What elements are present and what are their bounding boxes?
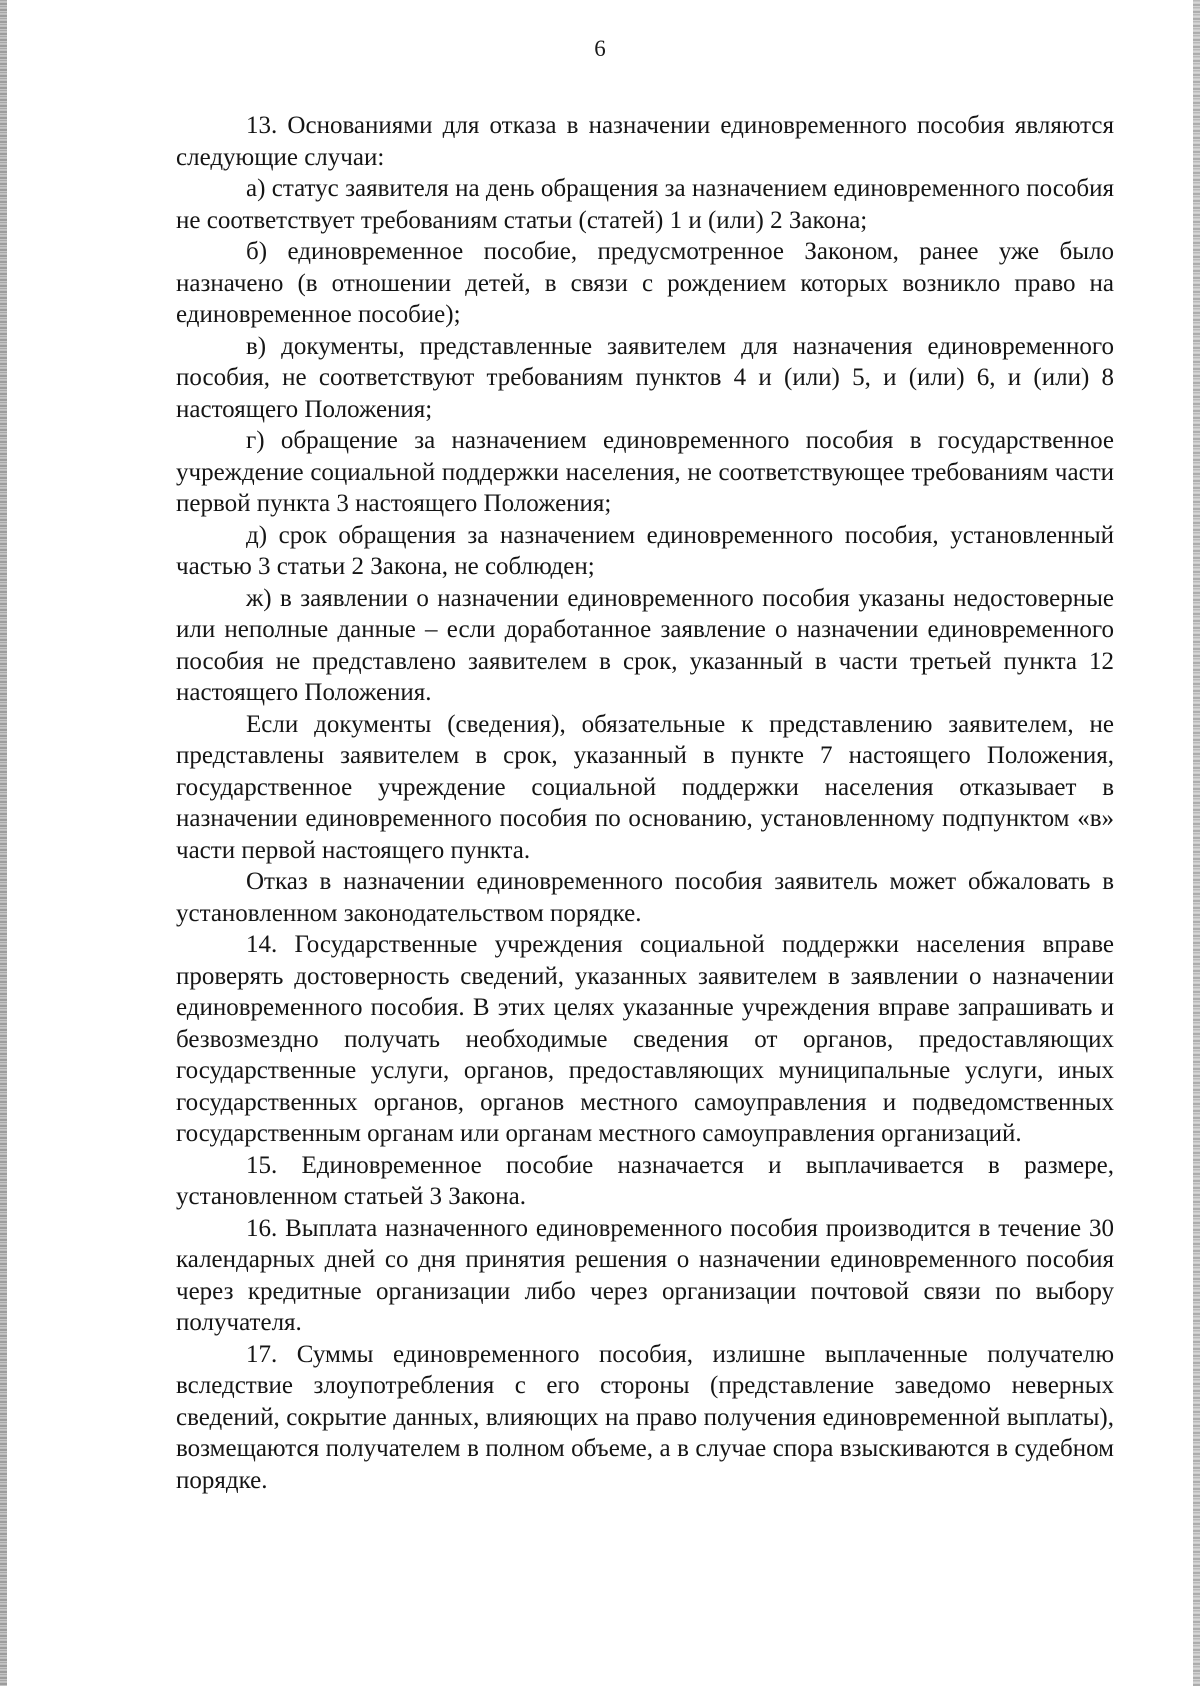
document-body <box>176 110 1114 1496</box>
scan-edge-right <box>1193 0 1200 1686</box>
paragraph-13-b: б) единовременное пособие, предусмотренное Законом, ранее уже было назначено (в отношении детей, в связи с рождением которых возникло право на единовременное пособие); <box>176 238 1114 328</box>
paragraph-17: 17. Суммы единовременного пособия, излишне выплаченные получателю вследствие злоупотребления с его стороны (представление заведомо неверных сведений, сокрытие данных, влияющих на право получения единовременной выплаты), возмещаются получателем в полном объеме, а в случае спора взыскиваются в судебном порядке. <box>176 1340 1114 1494</box>
paragraph-13-d: д) срок обращения за назначением единовременного пособия, установленный частью 3 статьи 2 Закона, не соблюден; <box>176 521 1114 580</box>
scan-edge-left <box>0 0 7 1686</box>
paragraph-13-appeal: Отказ в назначении единовременного пособия заявитель может обжаловать в установленном законодательством порядке. <box>176 868 1114 927</box>
paragraph-13-v: в) документы, представленные заявителем для назначения единовременного пособия, не соответствуют требованиям пунктов 4 и (или) 5, и (или) 6, и (или) 8 настоящего Положения; <box>176 332 1114 423</box>
paragraph-13-a: а) статус заявителя на день обращения за назначением единовременного пособия не соответствует требованиям статьи (статей) 1 и (или) 2 Закона; <box>176 175 1114 234</box>
paragraph-13-zh: ж) в заявлении о назначении единовременного пособия указаны недостоверные или неполные данные – если доработанное заявление о назначении единовременного пособия не представлено заявителем в срок, указанный в части третьей пункта 12 настоящего Положения. <box>176 584 1114 706</box>
page-number: 6 <box>594 36 606 61</box>
paragraph-16: 16. Выплата назначенного единовременного пособия производится в течение 30 календарных дней со дня принятия решения о назначении единовременного пособия через кредитные организации либо через организации почтовой связи по выбору получателя. <box>176 1214 1114 1336</box>
paragraph-13-documents-not-submitted: Если документы (сведения), обязательные к представлению заявителем, не представлены заявителем в срок, указанный в пункте 7 настоящего Положения, государственное учреждение социальной поддержки населения отказывает в назначении единовременного пособия по основанию, установленному подпунктом «в» части первой настоящего пункта. <box>176 710 1114 864</box>
paragraph-14: 14. Государственные учреждения социальной поддержки населения вправе проверять достоверность сведений, указанных заявителем в заявлении о назначении единовременного пособия. В этих целях указанные учреждения вправе запрашивать и безвозмездно получать необходимые сведения от органов, предоставляющих государственные услуги, органов, предоставляющих муниципальные услуги, иных государственных органов, органов местного самоуправления и подведомственных государственным органам или органам местного самоуправления организаций. <box>176 931 1114 1147</box>
paragraph-13-g: г) обращение за назначением единовременного пособия в государственное учреждение социальной поддержки населения, не соответствующее требованиям части первой пункта 3 настоящего Положения; <box>176 427 1114 517</box>
paragraph-13-intro: 13. Основаниями для отказа в назначении единовременного пособия являются следующие случаи: <box>176 112 1114 171</box>
paragraph-15: 15. Единовременное пособие назначается и выплачивается в размере, установленном статьей 3 Закона. <box>176 1151 1114 1210</box>
